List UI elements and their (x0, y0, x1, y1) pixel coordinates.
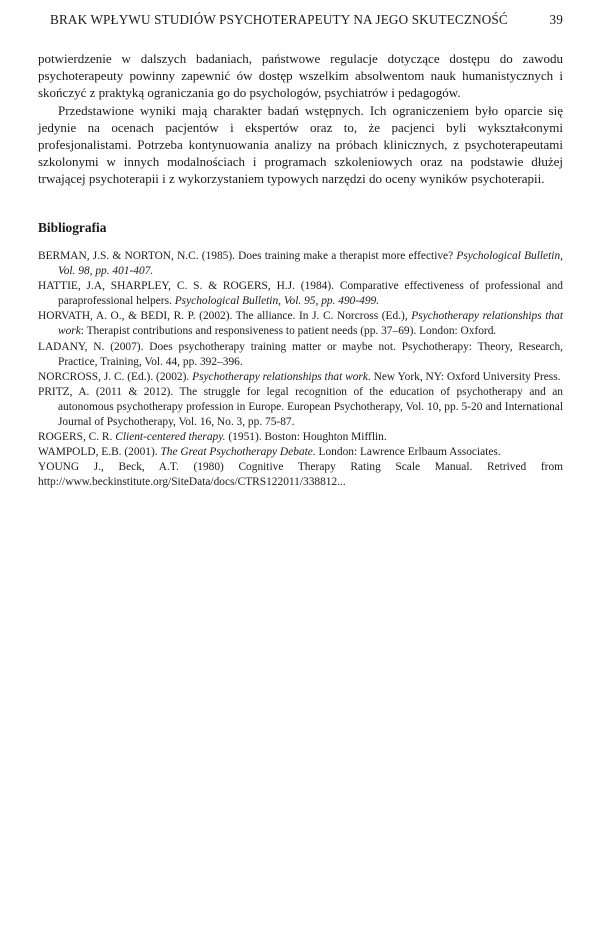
bib-entry-pritz: PRITZ, A. (2011 & 2012). The struggle for legal recognition of the education of psychotherapy and an autonomous psychotherapy profession in Europe. European Psychotherapy, Vol. 10, pp. 5-20 and International Journal of Psychotherapy, Vol. 16, No. 3, pp. 75-87. (38, 385, 563, 429)
bib-entry-horvath: HORVATH, A. O., & BEDI, R. P. (2002). The alliance. In J. C. Norcross (Ed.), Psychotherapy relationships that work: Therapist contributions and responsiveness to patient needs (pp. 37–69). London: Oxford. (38, 310, 563, 338)
bib-entry-ladany: LADANY, N. (2007). Does psychotherapy training matter or maybe not. Psychotherapy: Theory, Research, Practice, Training, Vol. 44, pp. 392–396. (38, 340, 563, 368)
bib-entry-rogers: ROGERS, C. R. Client-centered therapy. (1951). Boston: Houghton Mifflin. (38, 431, 387, 444)
paragraph-continuation: potwierdzenie w dalszych badaniach, państwowe regulacje dotyczące dostępu do zawodu psychoterapeuty powinny zapewnić ów dostęp wszelkim absolwentom nauk humanistycznych i skończyć z praktyką ograniczania go do psychologów, psychiatrów i pedagogów. (38, 51, 563, 101)
page-number: 39 (549, 12, 563, 27)
bib-entry-wampold: WAMPOLD, E.B. (2001). The Great Psychotherapy Debate. London: Lawrence Erlbaum Associates. (38, 446, 501, 459)
bibliography-list (38, 249, 563, 491)
running-header (38, 12, 563, 28)
bib-entry-berman: BERMAN, J.S. & NORTON, N.C. (1985). Does training make a therapist more effective? Psychological Bulletin, Vol. 98, pp. 401-407. (38, 250, 563, 278)
running-title: BRAK WPŁYWU STUDIÓW PSYCHOTERAPEUTY NA JEGO SKUTECZNOŚĆ (50, 12, 508, 27)
bib-entry-norcross: NORCROSS, J. C. (Ed.). (2002). Psychotherapy relationships that work. New York, NY: Oxford University Press. (38, 370, 561, 383)
bib-entry-young: YOUNG J., Beck, A.T. (1980) Cognitive Therapy Rating Scale Manual. Retrived from http://www.beckinstitute.org/SiteData/docs/CTRS122011/338812... (38, 461, 563, 489)
bib-entry-hattie: HATTIE, J.A, SHARPLEY, C. S. & ROGERS, H.J. (1984). Comparative effectiveness of professional and paraprofessional helpers. Psychological Bulletin, Vol. 95, pp. 490-499. (38, 280, 563, 308)
bibliography-heading: Bibliografia (38, 220, 107, 235)
body-text (38, 50, 563, 188)
paragraph-limitations: Przedstawione wyniki mają charakter badań wstępnych. Ich ograniczeniem było oparcie się jedynie na ocenach pacjentów i ekspertów oraz to, że pacjenci byli wykształconymi profesjonalistami. Potrzeba kontynuowania analizy na próbach klinicznych, z psychoterapeutami szkolonymi w innych modalnościach i programach szkoleniowych oraz na podstawie dłużej trwającej psychoterapii i z wykorzystaniem typowych narzędzi do oceny wyników psychoterapii. (38, 102, 563, 187)
